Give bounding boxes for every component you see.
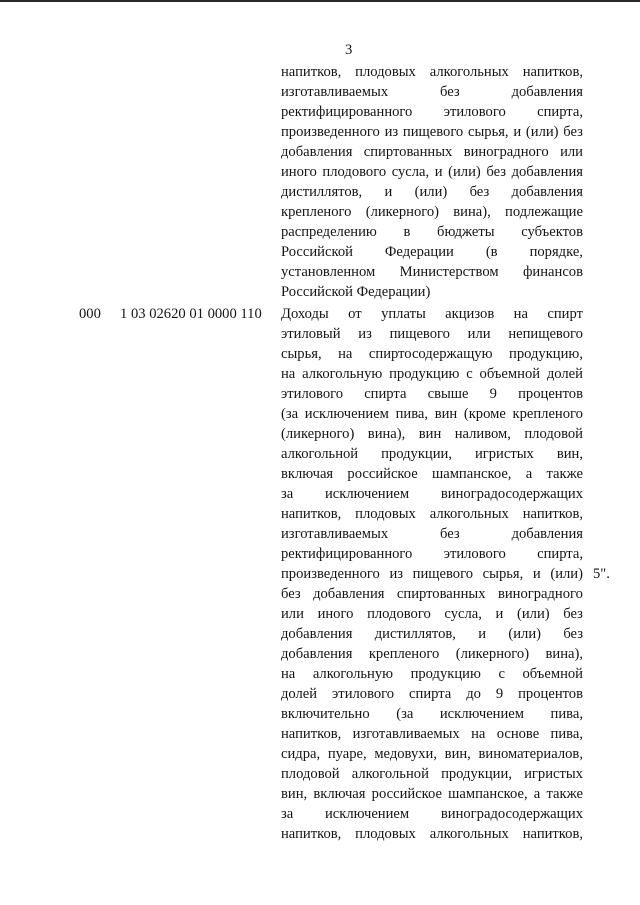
word: порядке, — [529, 244, 583, 260]
word: пищевого — [402, 124, 464, 140]
word: вин — [418, 426, 442, 442]
word: этилового — [443, 104, 506, 120]
word: шампанское, — [448, 786, 528, 802]
text-line — [281, 524, 583, 544]
word: до — [466, 686, 481, 702]
word: спиртованных — [363, 144, 453, 160]
word: крепленого — [512, 406, 583, 422]
word: спирта — [409, 686, 452, 702]
word: объемной — [479, 366, 541, 382]
word: (или) — [525, 124, 559, 140]
word: без — [486, 164, 506, 180]
word: алкогольную — [312, 666, 394, 682]
word: за — [281, 486, 294, 502]
text-line — [281, 604, 583, 624]
page-number: 3 — [345, 42, 353, 58]
word: за — [281, 806, 294, 822]
word: (кроме — [463, 406, 506, 422]
word: акцизов — [445, 306, 495, 322]
word: плодовой — [281, 766, 340, 782]
word: и — [495, 606, 504, 622]
word: этилового — [281, 386, 344, 402]
word: плодового — [322, 164, 387, 180]
word: добавления — [313, 586, 385, 602]
word: исключением — [439, 706, 524, 722]
word: крепленого — [281, 204, 352, 220]
word: игристых — [524, 766, 583, 782]
word: (или) — [550, 566, 583, 582]
word: вина), — [367, 426, 406, 442]
word: бюджеты — [437, 224, 495, 240]
word: виноградосодержащих — [440, 806, 583, 822]
text-line — [281, 364, 583, 384]
word: включая — [313, 786, 366, 802]
text-line — [281, 644, 583, 664]
word: исключением — [324, 486, 410, 502]
word: включительно — [281, 706, 370, 722]
word: вин — [434, 406, 458, 422]
word: сырья, — [482, 566, 524, 582]
word: сырья, — [467, 124, 509, 140]
word: (за — [396, 706, 414, 722]
text-line — [281, 122, 583, 142]
text-line — [281, 344, 583, 364]
word: напитков, — [281, 506, 342, 522]
word: напитков, — [522, 64, 583, 80]
word: произведенного — [281, 124, 380, 140]
word: алкогольных — [429, 64, 509, 80]
word: продукции, — [381, 446, 452, 462]
word: (или) — [414, 184, 448, 200]
word: включая — [281, 466, 334, 482]
word: напитков, — [281, 726, 342, 742]
word: без — [469, 184, 490, 200]
word: алкогольной — [351, 766, 429, 782]
word: (или) — [448, 164, 481, 180]
word: пива, — [550, 706, 583, 722]
word: виноградного — [497, 586, 583, 602]
word: без — [563, 606, 583, 622]
word: долей — [281, 686, 318, 702]
word: непищевого — [508, 326, 583, 342]
word: в — [403, 224, 411, 240]
word: напитков, — [281, 826, 342, 842]
word: спирта, — [537, 546, 583, 562]
word: из — [389, 566, 404, 582]
text-line — [281, 664, 583, 684]
word: добавления — [511, 184, 583, 200]
text-line — [281, 384, 583, 404]
word: плодовых — [355, 506, 416, 522]
word: плодового — [367, 606, 431, 622]
budget-classification-code: 1 03 02620 01 0000 110 — [120, 306, 262, 322]
word: исключением — [304, 406, 389, 422]
text-line — [281, 242, 583, 262]
word: дистиллятов, — [374, 626, 456, 642]
text-line — [281, 744, 583, 764]
word: этиловый — [281, 326, 341, 342]
word: спиртованных — [396, 586, 486, 602]
word: а — [533, 786, 541, 802]
word: наливом, — [454, 426, 511, 442]
word: изготавливаемых — [281, 526, 389, 542]
word: иного — [317, 606, 354, 622]
text-line — [281, 764, 583, 784]
word: на — [281, 666, 296, 682]
text-line — [281, 624, 583, 644]
word: или — [560, 144, 583, 160]
word: объемной — [522, 666, 583, 682]
word: российское — [347, 466, 418, 482]
word: иного — [281, 164, 317, 180]
text-line — [281, 824, 583, 844]
word: пищевого — [412, 566, 474, 582]
text-line — [281, 142, 583, 162]
word: добавления — [511, 526, 583, 542]
text-line — [281, 584, 583, 604]
text-line — [281, 162, 583, 182]
continued-description — [281, 62, 583, 302]
word: и — [384, 184, 393, 200]
scan-edge — [0, 0, 640, 2]
word: алкогольных — [429, 506, 509, 522]
word: (ликерного) — [455, 646, 530, 662]
text-line — [281, 504, 583, 524]
word: ректифицированного — [281, 104, 413, 120]
word: спирта, — [537, 104, 583, 120]
word: виноградного — [463, 144, 549, 160]
word: без — [440, 526, 460, 542]
word: или — [281, 606, 304, 622]
word: пива, — [395, 406, 429, 422]
text-line — [281, 304, 583, 324]
text-line — [281, 444, 583, 464]
word: алкогольную — [302, 366, 383, 382]
word: пищевого — [389, 326, 450, 342]
word: без — [563, 626, 583, 642]
word: медовухи, — [374, 746, 437, 762]
word: плодовой — [524, 426, 583, 442]
word: (или) — [508, 626, 541, 642]
word: Доходы — [281, 306, 329, 322]
word: 9 — [495, 686, 504, 702]
text-line — [281, 684, 583, 704]
word: и — [513, 124, 522, 140]
word: уплаты — [381, 306, 426, 322]
word: произведенного — [281, 566, 380, 582]
text-line — [281, 464, 583, 484]
word: долей — [546, 366, 583, 382]
word: напитков, — [522, 506, 583, 522]
word: и — [434, 164, 443, 180]
text-line — [281, 82, 583, 102]
text-line — [281, 484, 583, 504]
word: сусла, — [391, 164, 430, 180]
revenue-description — [281, 304, 583, 844]
word: вин, — [281, 786, 308, 802]
word: Российской — [281, 244, 353, 260]
text-line — [281, 704, 583, 724]
word: российское — [371, 786, 442, 802]
word: финансов — [522, 264, 583, 280]
word: распределению — [281, 224, 377, 240]
word: без — [440, 84, 460, 100]
word: спирта — [364, 386, 407, 402]
word: напитков, — [281, 64, 342, 80]
word: игристых — [474, 446, 534, 462]
word: из — [384, 124, 399, 140]
word: продукцию — [410, 666, 481, 682]
word: и — [532, 566, 541, 582]
word: из — [358, 326, 372, 342]
word: добавления — [281, 144, 353, 160]
word: 9 — [489, 386, 497, 402]
text-line — [281, 202, 583, 222]
word: основе — [496, 726, 540, 742]
word: Федерации — [384, 244, 454, 260]
word: продукцию, — [509, 346, 583, 362]
word: пива, — [550, 726, 583, 742]
text-line — [281, 404, 583, 424]
word: от — [348, 306, 362, 322]
word: Министерством — [399, 264, 499, 280]
word: сусла, — [444, 606, 482, 622]
word: виноградосодержащих — [440, 486, 583, 502]
word: свыше — [427, 386, 469, 402]
word: (за — [281, 406, 299, 422]
text-line — [281, 724, 583, 744]
text-line — [281, 182, 583, 202]
word: вин, — [556, 446, 583, 462]
text-line — [281, 784, 583, 804]
word: на — [471, 726, 486, 742]
word: плодовых — [355, 826, 416, 842]
text-line — [281, 564, 583, 584]
word: дистиллятов, — [281, 184, 363, 200]
word: сырья, — [281, 346, 322, 362]
word: процентов — [518, 686, 583, 702]
word: вина), — [545, 646, 583, 662]
word: (ликерного) — [365, 204, 440, 220]
word: плодовых — [355, 64, 416, 80]
word: напитков, — [522, 826, 583, 842]
word: на — [513, 306, 528, 322]
word: (ликерного) — [281, 426, 355, 442]
text-line — [281, 544, 583, 564]
word: (или) — [517, 606, 550, 622]
word: изготавливаемых — [352, 726, 460, 742]
word: вина), — [453, 204, 491, 220]
closing-quote-mark: 5". — [593, 566, 610, 582]
word: спиртосодержащую — [368, 346, 493, 362]
word: и — [478, 626, 487, 642]
word: добавления — [511, 84, 583, 100]
admin-code: 000 — [79, 306, 101, 322]
word: с — [466, 366, 473, 382]
word: этилового — [443, 546, 506, 562]
word: с — [498, 666, 505, 682]
word: субъектов — [521, 224, 583, 240]
word: (в — [485, 244, 498, 260]
word: этилового — [332, 686, 395, 702]
word: на — [281, 366, 296, 382]
word: исключением — [324, 806, 410, 822]
word: без — [281, 586, 301, 602]
word: на — [338, 346, 353, 362]
word: крепленого — [368, 646, 440, 662]
word: без — [563, 124, 583, 140]
word: продукции, — [441, 766, 512, 782]
text-line: Российской Федерации) — [281, 284, 431, 300]
word: добавления — [281, 646, 353, 662]
word: шампанское, — [431, 466, 512, 482]
word: пуаре, — [327, 746, 367, 762]
word: спирт — [547, 306, 583, 322]
text-line — [281, 222, 583, 242]
word: процентов — [518, 386, 583, 402]
word: вин, — [444, 746, 471, 762]
text-line — [281, 102, 583, 122]
word: сидра, — [281, 746, 321, 762]
word: а — [525, 466, 533, 482]
word: также — [546, 786, 583, 802]
text-line — [281, 62, 583, 82]
text-line — [281, 262, 583, 282]
word: подлежащие — [505, 204, 583, 220]
word: виноматериалов, — [478, 746, 583, 762]
word: добавления — [281, 626, 353, 642]
text-line — [281, 804, 583, 824]
word: или — [467, 326, 491, 342]
word: ректифицированного — [281, 546, 413, 562]
word: также — [546, 466, 583, 482]
word: изготавливаемых — [281, 84, 389, 100]
text-line — [281, 324, 583, 344]
word: алкогольных — [429, 826, 509, 842]
word: установленном — [281, 264, 376, 280]
word: добавления — [511, 164, 583, 180]
word: алкогольной — [281, 446, 359, 462]
text-line — [281, 424, 583, 444]
word: продукцию — [389, 366, 460, 382]
